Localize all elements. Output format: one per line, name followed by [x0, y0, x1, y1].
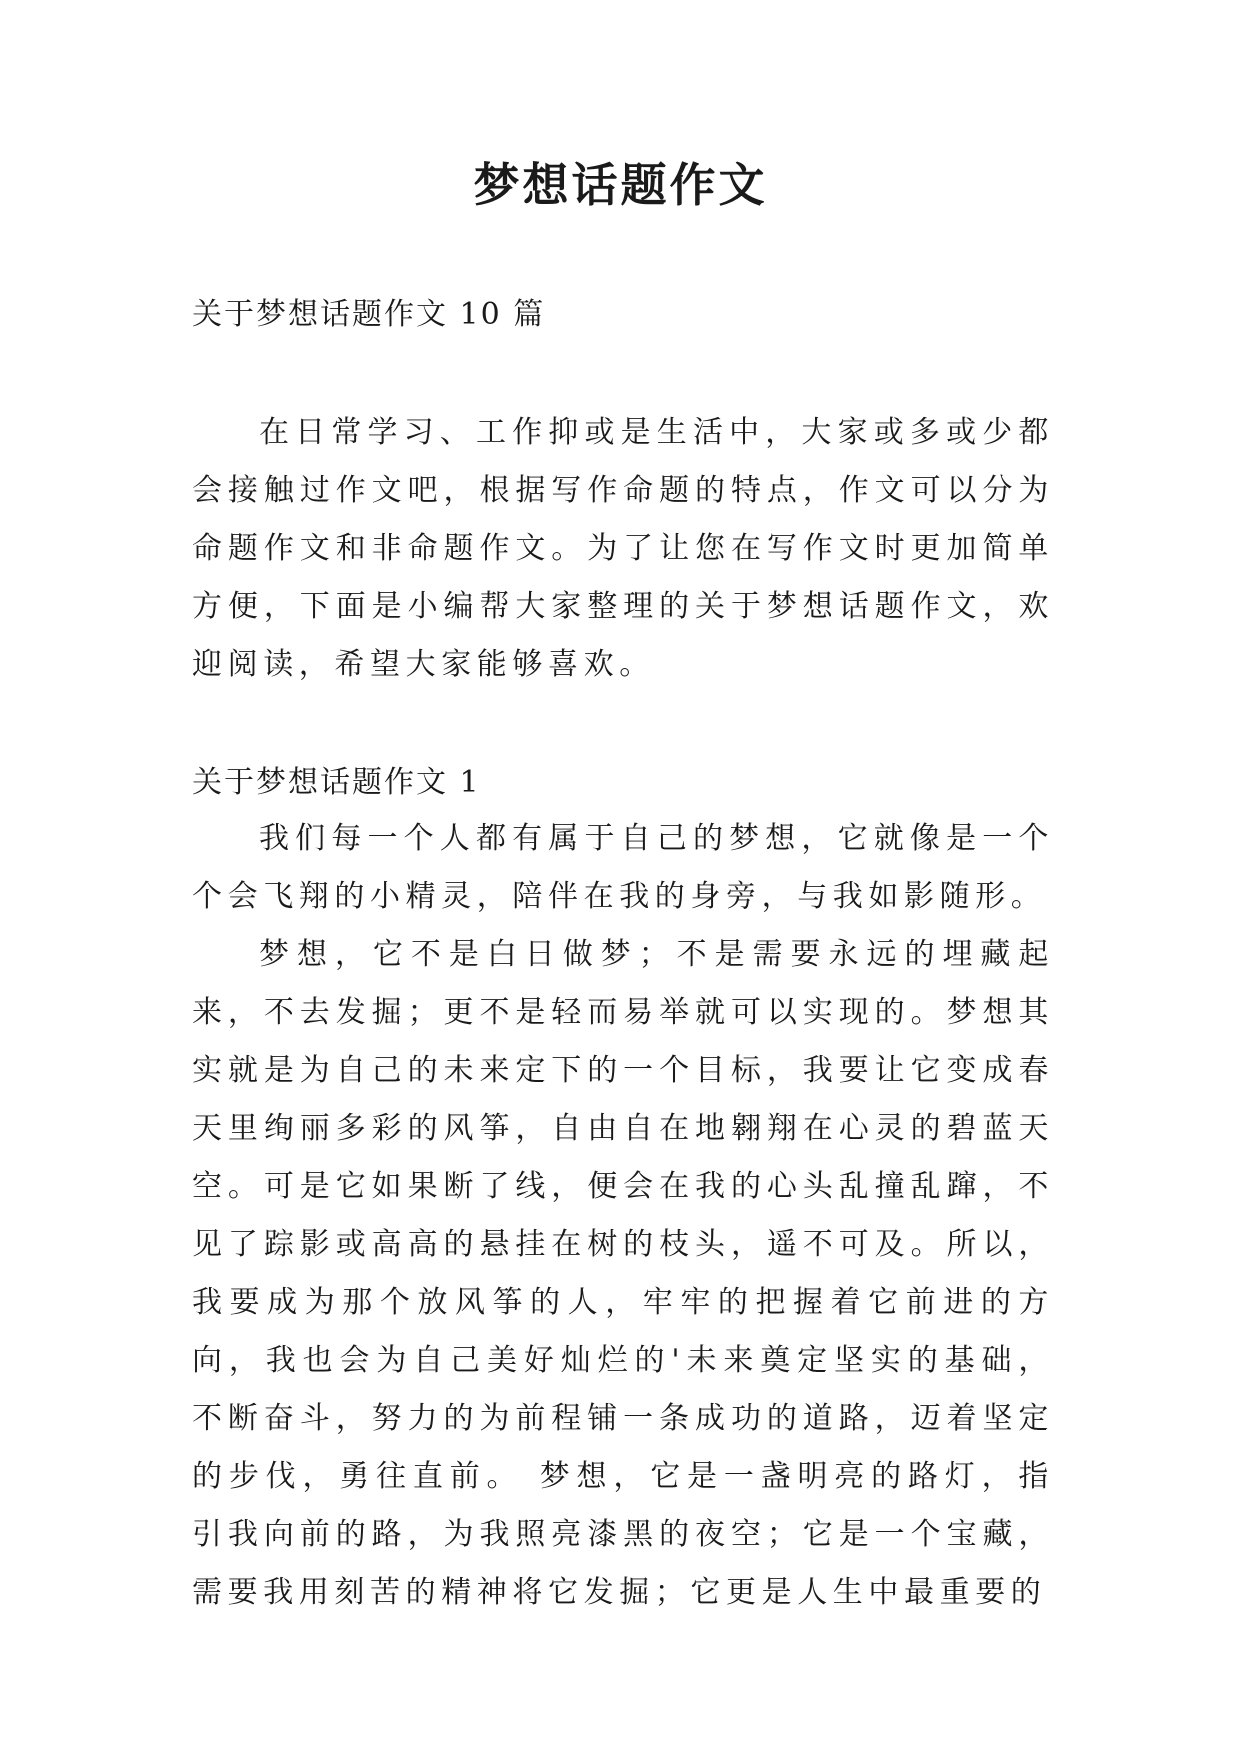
document-title: 梦想话题作文	[473, 158, 768, 212]
section-heading: 关于梦想话题作文 1	[192, 765, 481, 800]
body-paragraph: 我们每一个人都有属于自己的梦想，它就像是一个个会飞翔的小精灵，陪伴在我的身旁，与我如影随形。	[192, 821, 1054, 914]
body-paragraph: 梦想，它不是白日做梦；不是需要永远的埋藏起来，不去发掘；更不是轻而易举就可以实现的。梦想其实就是为自己的未来定下的一个目标，我要让它变成春天里绚丽多彩的风筝，自由自在地翱翔在心灵的碧蓝天空。可是它如果断了线，便会在我的心头乱撞乱蹿，不见了踪影或高高的悬挂在树的枝头，遥不可及。所以，我要成为那个放风筝的人，牢牢的把握着它前进的方向，我也会为自己美好灿烂的'未来奠定坚实的基础，不断奋斗，努力的为前程铺一条成功的道路，迈着坚定的步伐，勇往直前。 梦想，它是一盏明亮的路灯，指引我向前的路，为我照亮漆黑的夜空；它是一个宝藏，需要我用刻苦的精神将它发掘；它更是人生中最重要的	[192, 937, 1054, 1610]
intro-paragraph: 在日常学习、工作抑或是生活中，大家或多或少都会接触过作文吧，根据写作命题的特点，作文可以分为命题作文和非命题作文。为了让您在写作文时更加简单方便，下面是小编帮大家整理的关于梦想话题作文，欢迎阅读，希望大家能够喜欢。	[192, 415, 1054, 682]
document-subtitle: 关于梦想话题作文 10 篇	[192, 297, 546, 332]
